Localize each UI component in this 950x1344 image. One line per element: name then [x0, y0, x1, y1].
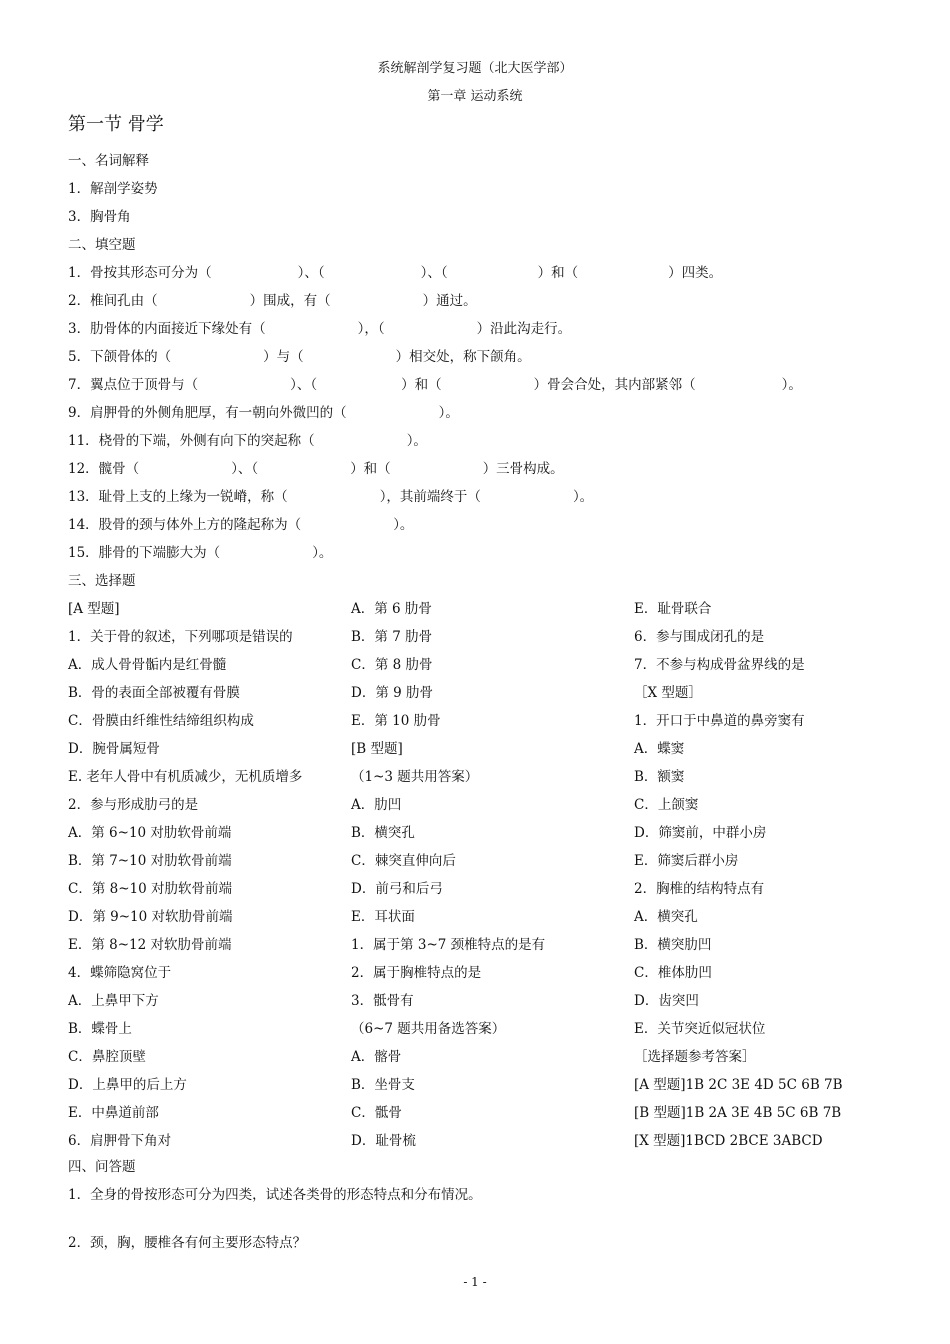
fill-in-text: 9．肩胛骨的外侧角肥厚，有一朝向外微凹的（	[68, 405, 347, 421]
choice-line: [A 型题]1B 2C 3E 4D 5C 6B 7B	[634, 1077, 843, 1093]
choice-line: 7．不参与构成骨盆界线的是	[634, 657, 805, 673]
choice-line: （1~3 题共用答案）	[351, 769, 479, 785]
fill-in-text: 14．股骨的颈与体外上方的隆起称为（	[68, 517, 302, 533]
fill-in-text: 15．腓骨的下端膨大为（	[68, 545, 221, 561]
fill-in-item	[68, 347, 888, 375]
choice-line: [X 型题]1BCD 2BCE 3ABCD	[634, 1133, 823, 1149]
fill-in-text: ）三骨构成。	[482, 461, 564, 477]
choice-line: B．横突肋凹	[634, 937, 712, 953]
fill-in-text: 3．肋骨体的内面接近下缘处有（	[68, 321, 266, 337]
choice-line: C．骨膜由纤维性结缔组织构成	[68, 713, 254, 729]
choice-line: [B 型题]	[351, 741, 403, 757]
choice-line: A．髂骨	[351, 1049, 402, 1065]
upper-content	[68, 151, 888, 599]
choice-line: A．成人骨骨骺内是红骨髓	[68, 657, 227, 673]
choice-line: D．腕骨属短骨	[68, 741, 160, 757]
definition-item: 3．胸骨角	[68, 209, 131, 225]
part-heading-choice: 三、选择题	[68, 573, 136, 589]
choice-line: 1．属于第 3~7 颈椎特点的是有	[351, 937, 546, 953]
section-heading: 第一节 骨学	[68, 114, 164, 135]
fill-in-item	[68, 487, 888, 515]
fill-in-text: ）。	[312, 545, 333, 561]
chapter-title: 第一章 运动系统	[427, 89, 523, 104]
choice-line: B．坐骨支	[351, 1077, 415, 1093]
fill-in-text: ）、（	[290, 377, 318, 393]
fill-in-list	[68, 263, 888, 571]
choice-line: E. 老年人骨中有机质减少，无机质增多	[68, 769, 303, 785]
choice-line: C．第 8 肋骨	[351, 657, 433, 673]
choice-line: D．上鼻甲的后上方	[68, 1077, 187, 1093]
part-heading-fill-in: 二、填空题	[68, 237, 136, 253]
fill-in-text: ）沿此沟走行。	[476, 321, 572, 337]
choice-line: C．鼻腔顶壁	[68, 1049, 146, 1065]
choice-line: B．额窦	[634, 769, 685, 785]
choice-line: C．骶骨	[351, 1105, 402, 1121]
choice-line: ［X 型题］	[634, 685, 702, 701]
fill-in-text: ）。	[781, 377, 802, 393]
fill-in-text: ），其前端终于（	[379, 489, 481, 505]
fill-in-text: ），（	[357, 321, 385, 337]
fill-in-text: ）、（	[297, 265, 325, 281]
fill-in-text: 11．桡骨的下端，外侧有向下的突起称（	[68, 433, 315, 449]
fill-in-text: ）相交处，称下颌角。	[395, 349, 531, 365]
choice-line: B．蝶骨上	[68, 1021, 132, 1037]
choice-line: E．耻骨联合	[634, 601, 712, 617]
choice-column-2	[351, 599, 631, 1159]
part-heading-definitions: 一、名词解释	[68, 153, 149, 169]
choice-line: B．骨的表面全部被覆有骨膜	[68, 685, 240, 701]
choice-line: D．筛窦前，中群小房	[634, 825, 767, 841]
fill-in-item	[68, 403, 888, 431]
fill-in-item	[68, 543, 888, 571]
fill-in-text: ）。	[572, 489, 594, 505]
choice-column-3	[634, 599, 894, 1159]
choice-line: B．第 7 肋骨	[351, 629, 433, 645]
fill-in-text: 13．耻骨上支的上缘为一锐嵴，称（	[68, 489, 288, 505]
choice-line: E．第 10 肋骨	[351, 713, 441, 729]
choice-column-1	[68, 599, 348, 1159]
fill-in-text: ）和（	[350, 461, 391, 477]
choice-line: 2．属于胸椎特点的是	[351, 965, 482, 981]
fill-in-item	[68, 375, 888, 403]
choice-line: C．上颌窦	[634, 797, 699, 813]
choice-line: 3．骶骨有	[351, 993, 414, 1009]
choice-line: A．横突孔	[634, 909, 698, 925]
fill-in-text: 7．翼点位于顶骨与（	[68, 377, 199, 393]
choice-line: A．蝶窦	[634, 741, 685, 757]
choice-line: E．筛窦后群小房	[634, 853, 739, 869]
choice-line: 1．关于骨的叙述，下列哪项是错误的	[68, 629, 293, 645]
fill-in-text: ）。	[393, 517, 414, 533]
choice-line: （6~7 题共用备选答案）	[351, 1021, 506, 1037]
choice-line: D．齿突凹	[634, 993, 699, 1009]
choice-line: 4．蝶筛隐窝位于	[68, 965, 172, 981]
fill-in-text: ）和（	[401, 377, 442, 393]
choice-line: ［选择题参考答案］	[634, 1049, 756, 1065]
choice-line: 6．肩胛骨下角对	[68, 1133, 172, 1149]
choice-line: 1．开口于中鼻道的鼻旁窦有	[634, 713, 805, 729]
fill-in-text: ）通过。	[422, 293, 477, 309]
choice-line: E．第 8~12 对软肋骨前端	[68, 937, 232, 953]
fill-in-text: ）围成，有（	[249, 293, 331, 309]
fill-in-text: 1．骨按其形态可分为（	[68, 265, 212, 281]
choice-line: A．上鼻甲下方	[68, 993, 159, 1009]
fill-in-text: ）、（	[420, 265, 448, 281]
fill-in-text: 2．椎间孔由（	[68, 293, 158, 309]
choice-line: B．横突孔	[351, 825, 415, 841]
document-title: 系统解剖学复习题（北大医学部）	[377, 61, 573, 76]
choice-line: D．耻骨梳	[351, 1133, 416, 1149]
choice-line: C．第 8~10 对肋软骨前端	[68, 881, 232, 897]
choice-line: E．耳状面	[351, 909, 415, 925]
fill-in-text: 12．髋骨（	[68, 461, 140, 477]
fill-in-item	[68, 319, 888, 347]
fill-in-text: 5．下颌骨体的（	[68, 349, 172, 365]
fill-in-text: ）骨会合处，其内部紧邻（	[533, 377, 696, 393]
fill-in-text: ）和（	[537, 265, 579, 281]
choice-line: 2．参与形成肋弓的是	[68, 797, 199, 813]
fill-in-item	[68, 459, 888, 487]
choice-line: 2．胸椎的结构特点有	[634, 881, 765, 897]
choice-line: D．第 9 肋骨	[351, 685, 433, 701]
choice-line: 6．参与围成闭孔的是	[634, 629, 765, 645]
fill-in-text: ）、（	[231, 461, 259, 477]
fill-in-item	[68, 291, 888, 319]
choice-line: B．第 7~10 对肋软骨前端	[68, 853, 232, 869]
fill-in-text: ）。	[438, 405, 459, 421]
definition-item: 1．解剖学姿势	[68, 181, 158, 197]
fill-in-text: ）四类。	[668, 265, 723, 281]
choice-line: C．棘突直伸向后	[351, 853, 456, 869]
choice-line: [A 型题]	[68, 601, 120, 617]
fill-in-item	[68, 515, 888, 543]
choice-line: A．第 6 肋骨	[351, 601, 432, 617]
page-number: - 1 -	[463, 1275, 487, 1289]
fill-in-text: ）与（	[263, 349, 304, 365]
part-heading-essay: 四、问答题	[68, 1159, 136, 1175]
choice-line: A．第 6~10 对肋软骨前端	[68, 825, 232, 841]
lower-content	[68, 1157, 888, 1261]
choice-line: D．前弓和后弓	[351, 881, 443, 897]
choice-line: A．肋凹	[351, 797, 402, 813]
fill-in-item	[68, 263, 888, 291]
choice-line: C．椎体肋凹	[634, 965, 712, 981]
essay-question: 2．颈，胸，腰椎各有何主要形态特点？	[68, 1235, 307, 1251]
choice-line: D．第 9~10 对软肋骨前端	[68, 909, 233, 925]
essay-question: 1．全身的骨按形态可分为四类，试述各类骨的形态特点和分布情况。	[68, 1187, 482, 1203]
choice-line: E．中鼻道前部	[68, 1105, 159, 1121]
fill-in-item	[68, 431, 888, 459]
fill-in-text: ）。	[406, 433, 427, 449]
choice-line: [B 型题]1B 2A 3E 4B 5C 6B 7B	[634, 1105, 842, 1121]
choice-line: E．关节突近似冠状位	[634, 1021, 766, 1037]
